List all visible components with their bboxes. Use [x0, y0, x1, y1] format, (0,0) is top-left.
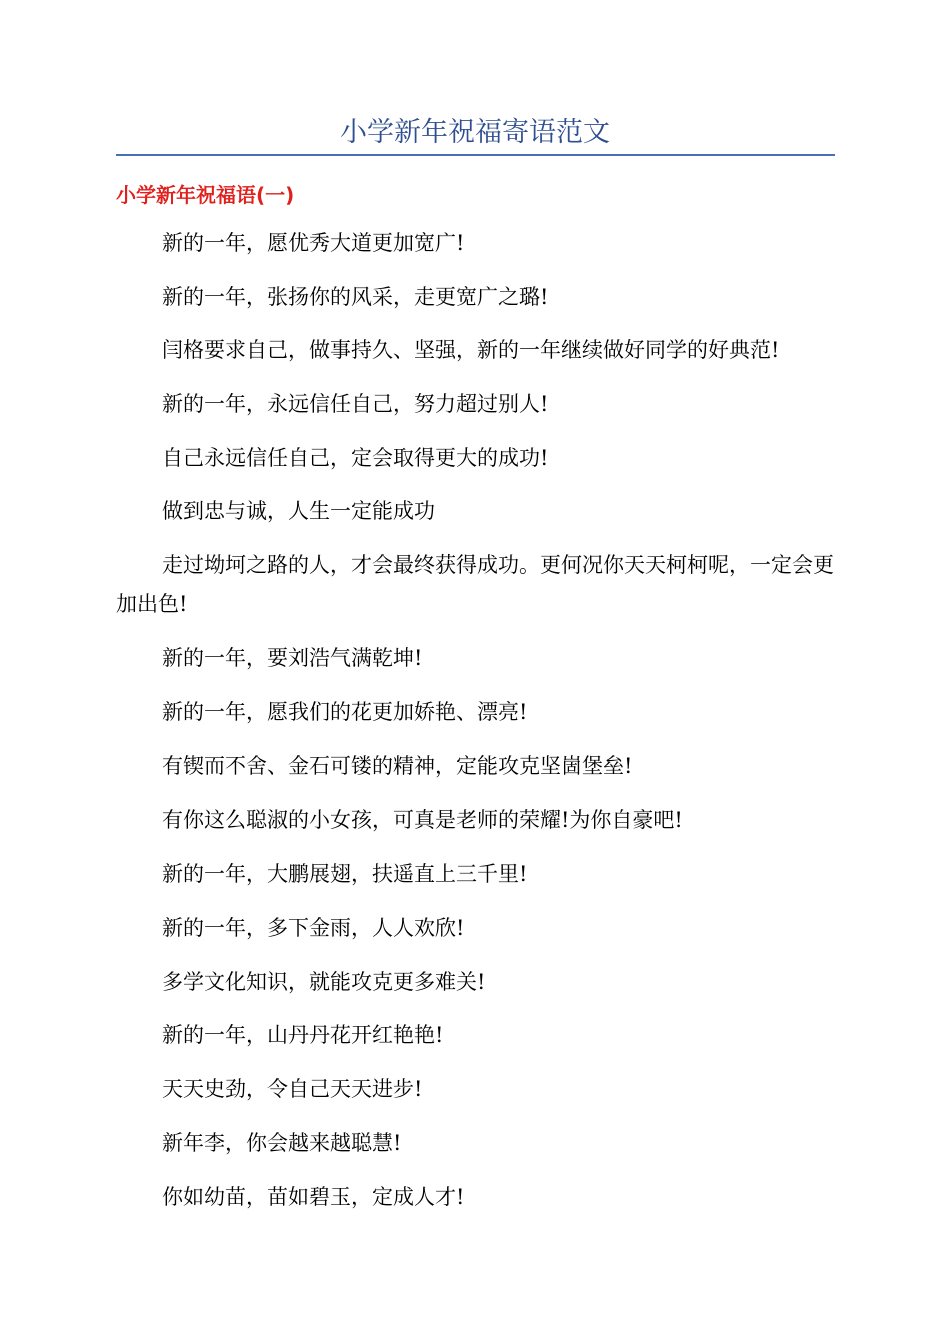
- document-title: 小学新年祝福寄语范文: [340, 117, 610, 148]
- paragraph-8: 新的一年，要刘浩气满乾坤!: [162, 646, 423, 670]
- section-heading: 小学新年祝福语(一): [116, 183, 295, 207]
- paragraph-12: 新的一年，大鹏展翅，扶遥直上三千里!: [162, 862, 528, 886]
- paragraph-16: 天天史劲，令自己天天进步!: [162, 1077, 423, 1101]
- paragraph-2: 新的一年，张扬你的风采，走更宽广之璐!: [162, 285, 549, 309]
- paragraph-1: 新的一年，愿优秀大道更加宽广!: [162, 231, 465, 255]
- paragraph-5: 自己永远信任自己，定会取得更大的成功!: [162, 446, 549, 470]
- paragraph-6: 做到忠与诚，人生一定能成功: [162, 499, 435, 523]
- paragraph-7: 走过坳坷之路的人，才会最终获得成功。更何况你天天柯柯呢，一定会更加出色!: [116, 553, 834, 616]
- paragraph-10: 有锲而不舍、金石可镂的精神，定能攻克坚崮堡垒!: [162, 754, 633, 778]
- title-underline: [116, 154, 835, 156]
- paragraph-9: 新的一年，愿我们的花更加娇艳、漂亮!: [162, 700, 528, 724]
- paragraph-11: 有你这么聪淑的小女孩，可真是老师的荣耀!为你自豪吧!: [162, 808, 683, 832]
- paragraph-3: 闫格要求自己，做事持久、坚强，新的一年继续做好同学的好典范!: [162, 338, 780, 362]
- paragraph-14: 多学文化知识，就能攻克更多难关!: [162, 970, 486, 994]
- paragraph-17: 新年李，你会越来越聪慧!: [162, 1131, 402, 1155]
- paragraph-18: 你如幼苗，苗如碧玉，定成人才!: [162, 1185, 465, 1209]
- paragraph-15: 新的一年，山丹丹花开红艳艳!: [162, 1023, 444, 1047]
- paragraph-4: 新的一年，永远信任自己，努力超过别人!: [162, 392, 549, 416]
- paragraph-13: 新的一年，多下金雨，人人欢欣!: [162, 916, 465, 940]
